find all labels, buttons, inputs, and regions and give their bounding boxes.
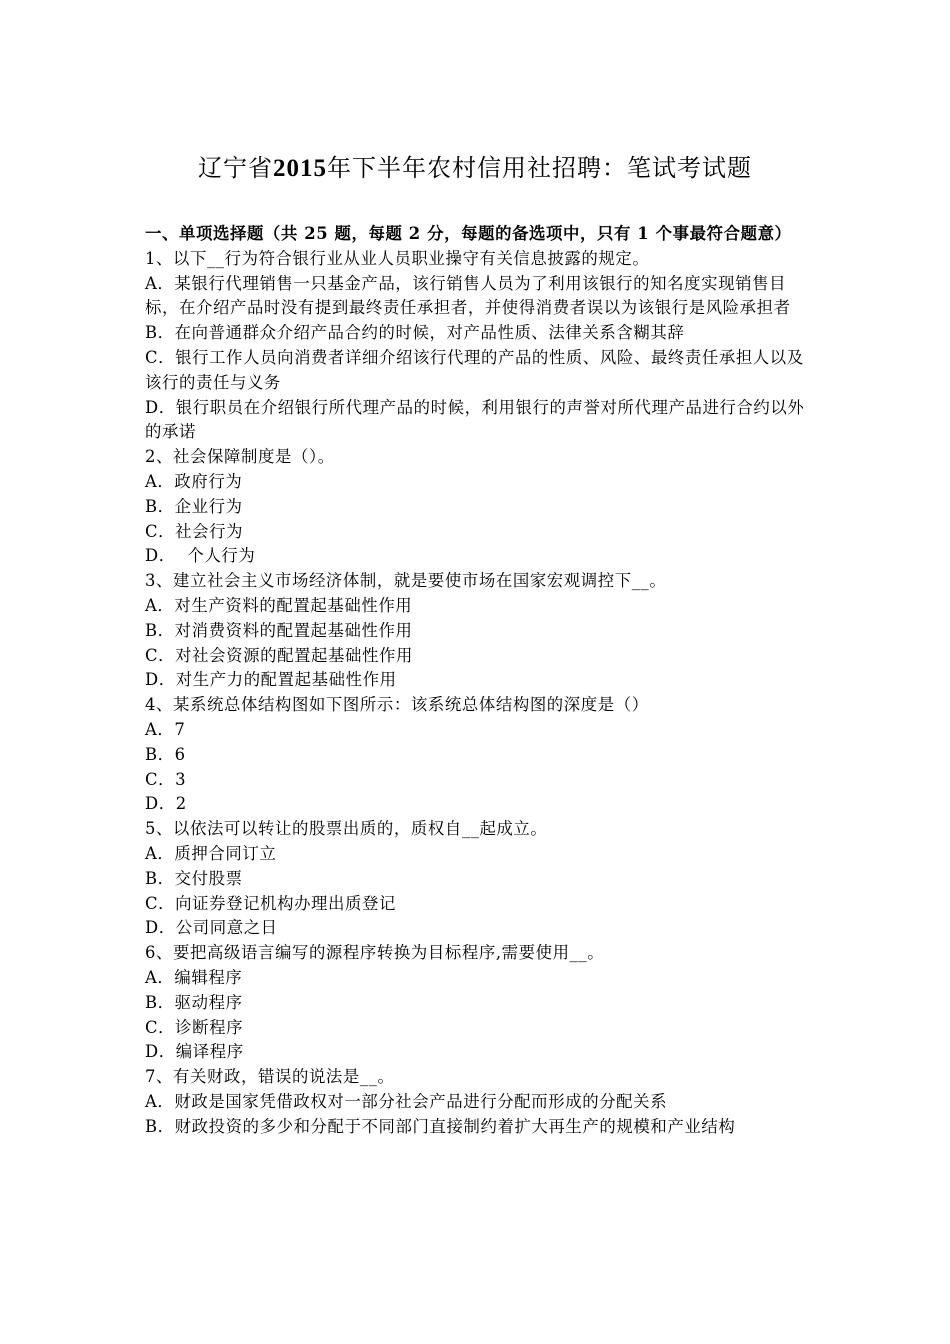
question-3 — [145, 569, 810, 693]
option-c: C．社会行为 — [145, 521, 244, 541]
option-d: D．2 — [145, 794, 187, 814]
option-c: C．诊断程序 — [145, 1017, 244, 1037]
option-c: C．银行工作人员向消费者详细介绍该行代理的产品的性质、风险、最终责任承担人以及该行的责任与义务 — [145, 347, 804, 392]
question-stem: 5、以依法可以转让的股票出质的，质权自__起成立。 — [145, 819, 548, 839]
option-d: D．对生产力的配置起基础性作用 — [145, 670, 397, 690]
question-stem: 4、某系统总体结构图如下图所示：该系统总体结构图的深度是（） — [145, 695, 649, 715]
option-d: D．银行职员在介绍银行所代理产品的时候，利用银行的声誉对所代理产品进行合约以外的承诺 — [145, 397, 805, 442]
option-b: B．交付股票 — [145, 868, 243, 888]
option-b: B．6 — [145, 744, 186, 764]
question-6 — [145, 941, 810, 1065]
question-7 — [145, 1065, 810, 1139]
section-heading: 一、单项选择题（共 25 题，每题 2 分，每题的备选项中，只有 1 个事最符合题意） — [145, 224, 792, 243]
option-b: B．驱动程序 — [145, 992, 243, 1012]
option-d: D．编译程序 — [145, 1042, 244, 1062]
question-stem: 7、有关财政，错误的说法是__。 — [145, 1067, 395, 1087]
question-stem: 1、以下__行为符合银行业从业人员职业操守有关信息披露的规定。 — [145, 248, 650, 268]
title-suffix: 年下半年农村信用社招聘：笔试考试题 — [327, 154, 752, 182]
option-d: D．公司同意之日 — [145, 918, 278, 938]
question-stem: 6、要把高级语言编写的源程序转换为目标程序,需要使用__。 — [145, 943, 605, 963]
option-a: A．政府行为 — [145, 471, 243, 491]
option-d: D． 个人行为 — [145, 546, 256, 566]
question-5 — [145, 817, 810, 941]
title-year: 2015 — [273, 155, 327, 182]
title-prefix: 辽宁省 — [198, 154, 273, 182]
option-c: C．3 — [145, 769, 187, 789]
question-1 — [145, 247, 810, 445]
option-c: C．对社会资源的配置起基础性作用 — [145, 645, 413, 665]
option-a: A．编辑程序 — [145, 967, 243, 987]
option-c: C．向证券登记机构办理出质登记 — [145, 893, 397, 913]
question-2 — [145, 445, 810, 569]
exam-body — [145, 222, 810, 1139]
option-a: A．质押合同订立 — [145, 843, 277, 863]
option-a: A．7 — [145, 719, 186, 739]
question-stem: 3、建立社会主义市场经济体制，就是要使市场在国家宏观调控下__。 — [145, 571, 667, 591]
option-b: B．对消费资料的配置起基础性作用 — [145, 620, 413, 640]
option-a: A．对生产资料的配置起基础性作用 — [145, 595, 413, 615]
option-a: A．财政是国家凭借政权对一部分社会产品进行分配而形成的分配关系 — [145, 1091, 668, 1111]
question-stem: 2、社会保障制度是（）。 — [145, 447, 335, 467]
question-4 — [145, 693, 810, 817]
option-a: A．某银行代理销售一只基金产品，该行销售人员为了利用该银行的知名度实现销售目标，在介绍产品时没有提到最终责任承担者，并使得消费者误以为该银行是风险承担者 — [145, 273, 791, 318]
document-title — [0, 148, 950, 189]
option-b: B．在向普通群众介绍产品合约的时候，对产品性质、法律关系含糊其辞 — [145, 323, 685, 343]
option-b: B．财政投资的多少和分配于不同部门直接制约着扩大再生产的规模和产业结构 — [145, 1116, 736, 1136]
option-b: B．企业行为 — [145, 496, 243, 516]
